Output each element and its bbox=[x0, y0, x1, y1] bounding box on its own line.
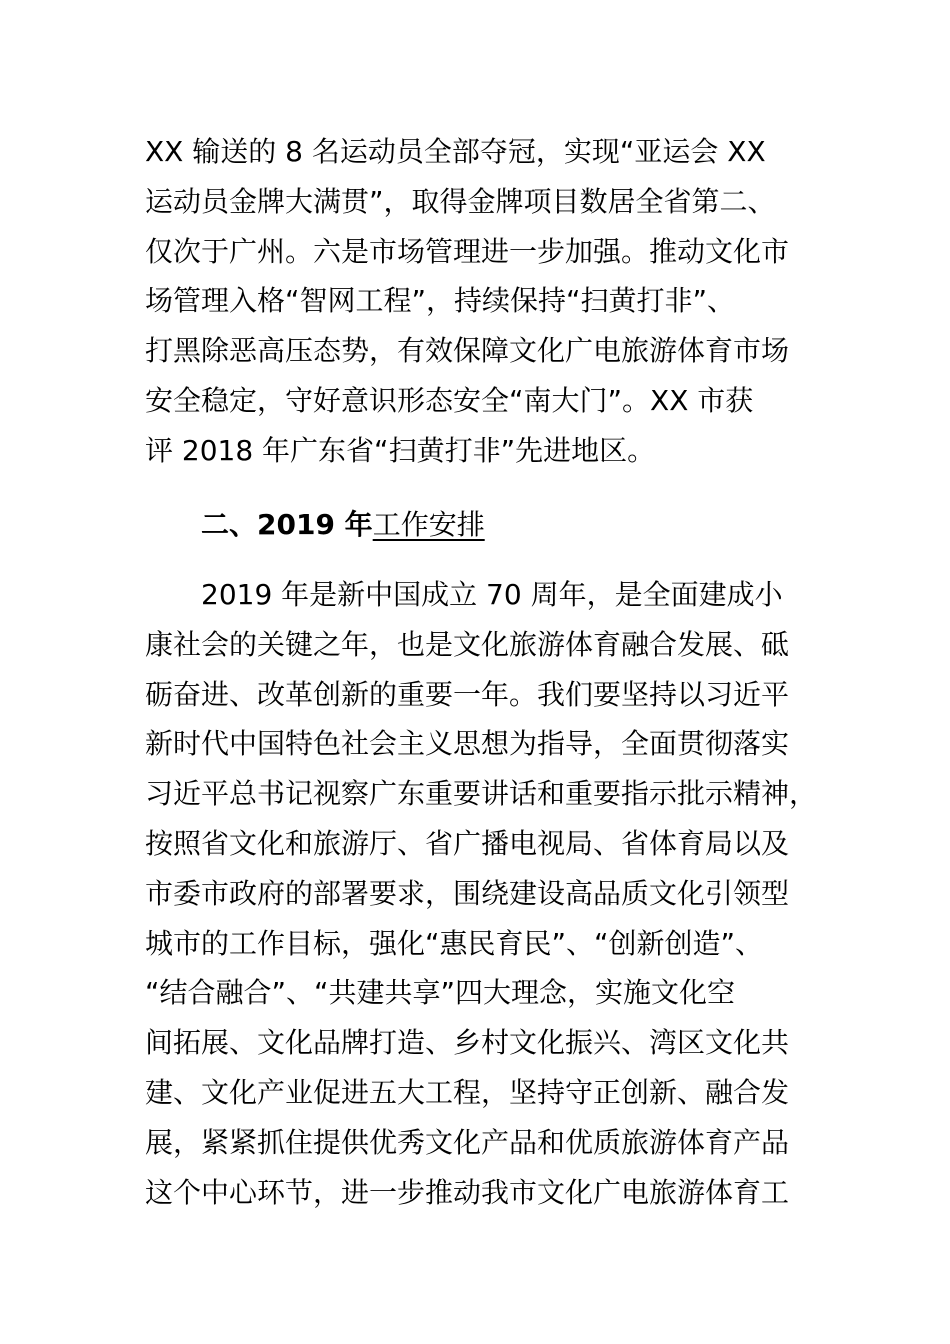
text-line: 按照省文化和旅游厅、省广播电视局、省体育局以及 bbox=[145, 826, 790, 860]
text-line: 这个中心环节，进一步推动我市文化广电旅游体育工 bbox=[145, 1175, 790, 1209]
text-line: 间拓展、文化品牌打造、乡村文化振兴、湾区文化共 bbox=[145, 1026, 790, 1060]
text-line: 场管理入格“智网工程”，持续保持“扫黄打非”、 bbox=[145, 284, 736, 318]
text-line: 打黑除恶高压态势，有效保障文化广电旅游体育市场 bbox=[145, 334, 790, 368]
paragraph-achievements bbox=[145, 127, 825, 476]
text-line: 运动员金牌大满贯”，取得金牌项目数居全省第二、 bbox=[145, 184, 776, 218]
text-line: 建、文化产业促进五大工程，坚持守正创新、融合发 bbox=[145, 1075, 790, 1109]
text-line: 仅次于广州。六是市场管理进一步加强。推动文化市 bbox=[145, 234, 790, 268]
section-heading-title: 工作安排 bbox=[372, 508, 485, 541]
text-line: 市委市政府的部署要求，围绕建设高品质文化引领型 bbox=[145, 876, 790, 910]
section-heading bbox=[201, 500, 485, 550]
text-line: 展，紧紧抓住提供优秀文化产品和优质旅游体育产品 bbox=[145, 1125, 790, 1159]
text-line: 新时代中国特色社会主义思想为指导，全面贯彻落实 bbox=[145, 727, 790, 761]
text-line: “结合融合”、“共建共享”四大理念，实施文化空 bbox=[145, 976, 736, 1010]
section-heading-number: 二、2019 年 bbox=[201, 508, 373, 541]
text-line: XX 输送的 8 名运动员全部夺冠，实现“亚运会 XX bbox=[145, 135, 766, 168]
text-line: 康社会的关键之年，也是文化旅游体育融合发展、砥 bbox=[145, 627, 790, 661]
text-line: 习近平总书记视察广东重要讲话和重要指示批示精神， bbox=[145, 777, 818, 811]
text-line: 安全稳定，守好意识形态安全“南大门”。XX 市获 bbox=[145, 383, 754, 417]
text-line: 城市的工作目标，强化“惠民育民”、“创新创造”、 bbox=[145, 926, 764, 960]
text-line: 砺奋进、改革创新的重要一年。我们要坚持以习近平 bbox=[145, 677, 790, 711]
text-line: 评 2018 年广东省“扫黄打非”先进地区。 bbox=[145, 433, 656, 467]
text-line-first: 2019 年是新中国成立 70 周年，是全面建成小 bbox=[201, 578, 783, 611]
paragraph-work-plan bbox=[145, 570, 825, 1217]
